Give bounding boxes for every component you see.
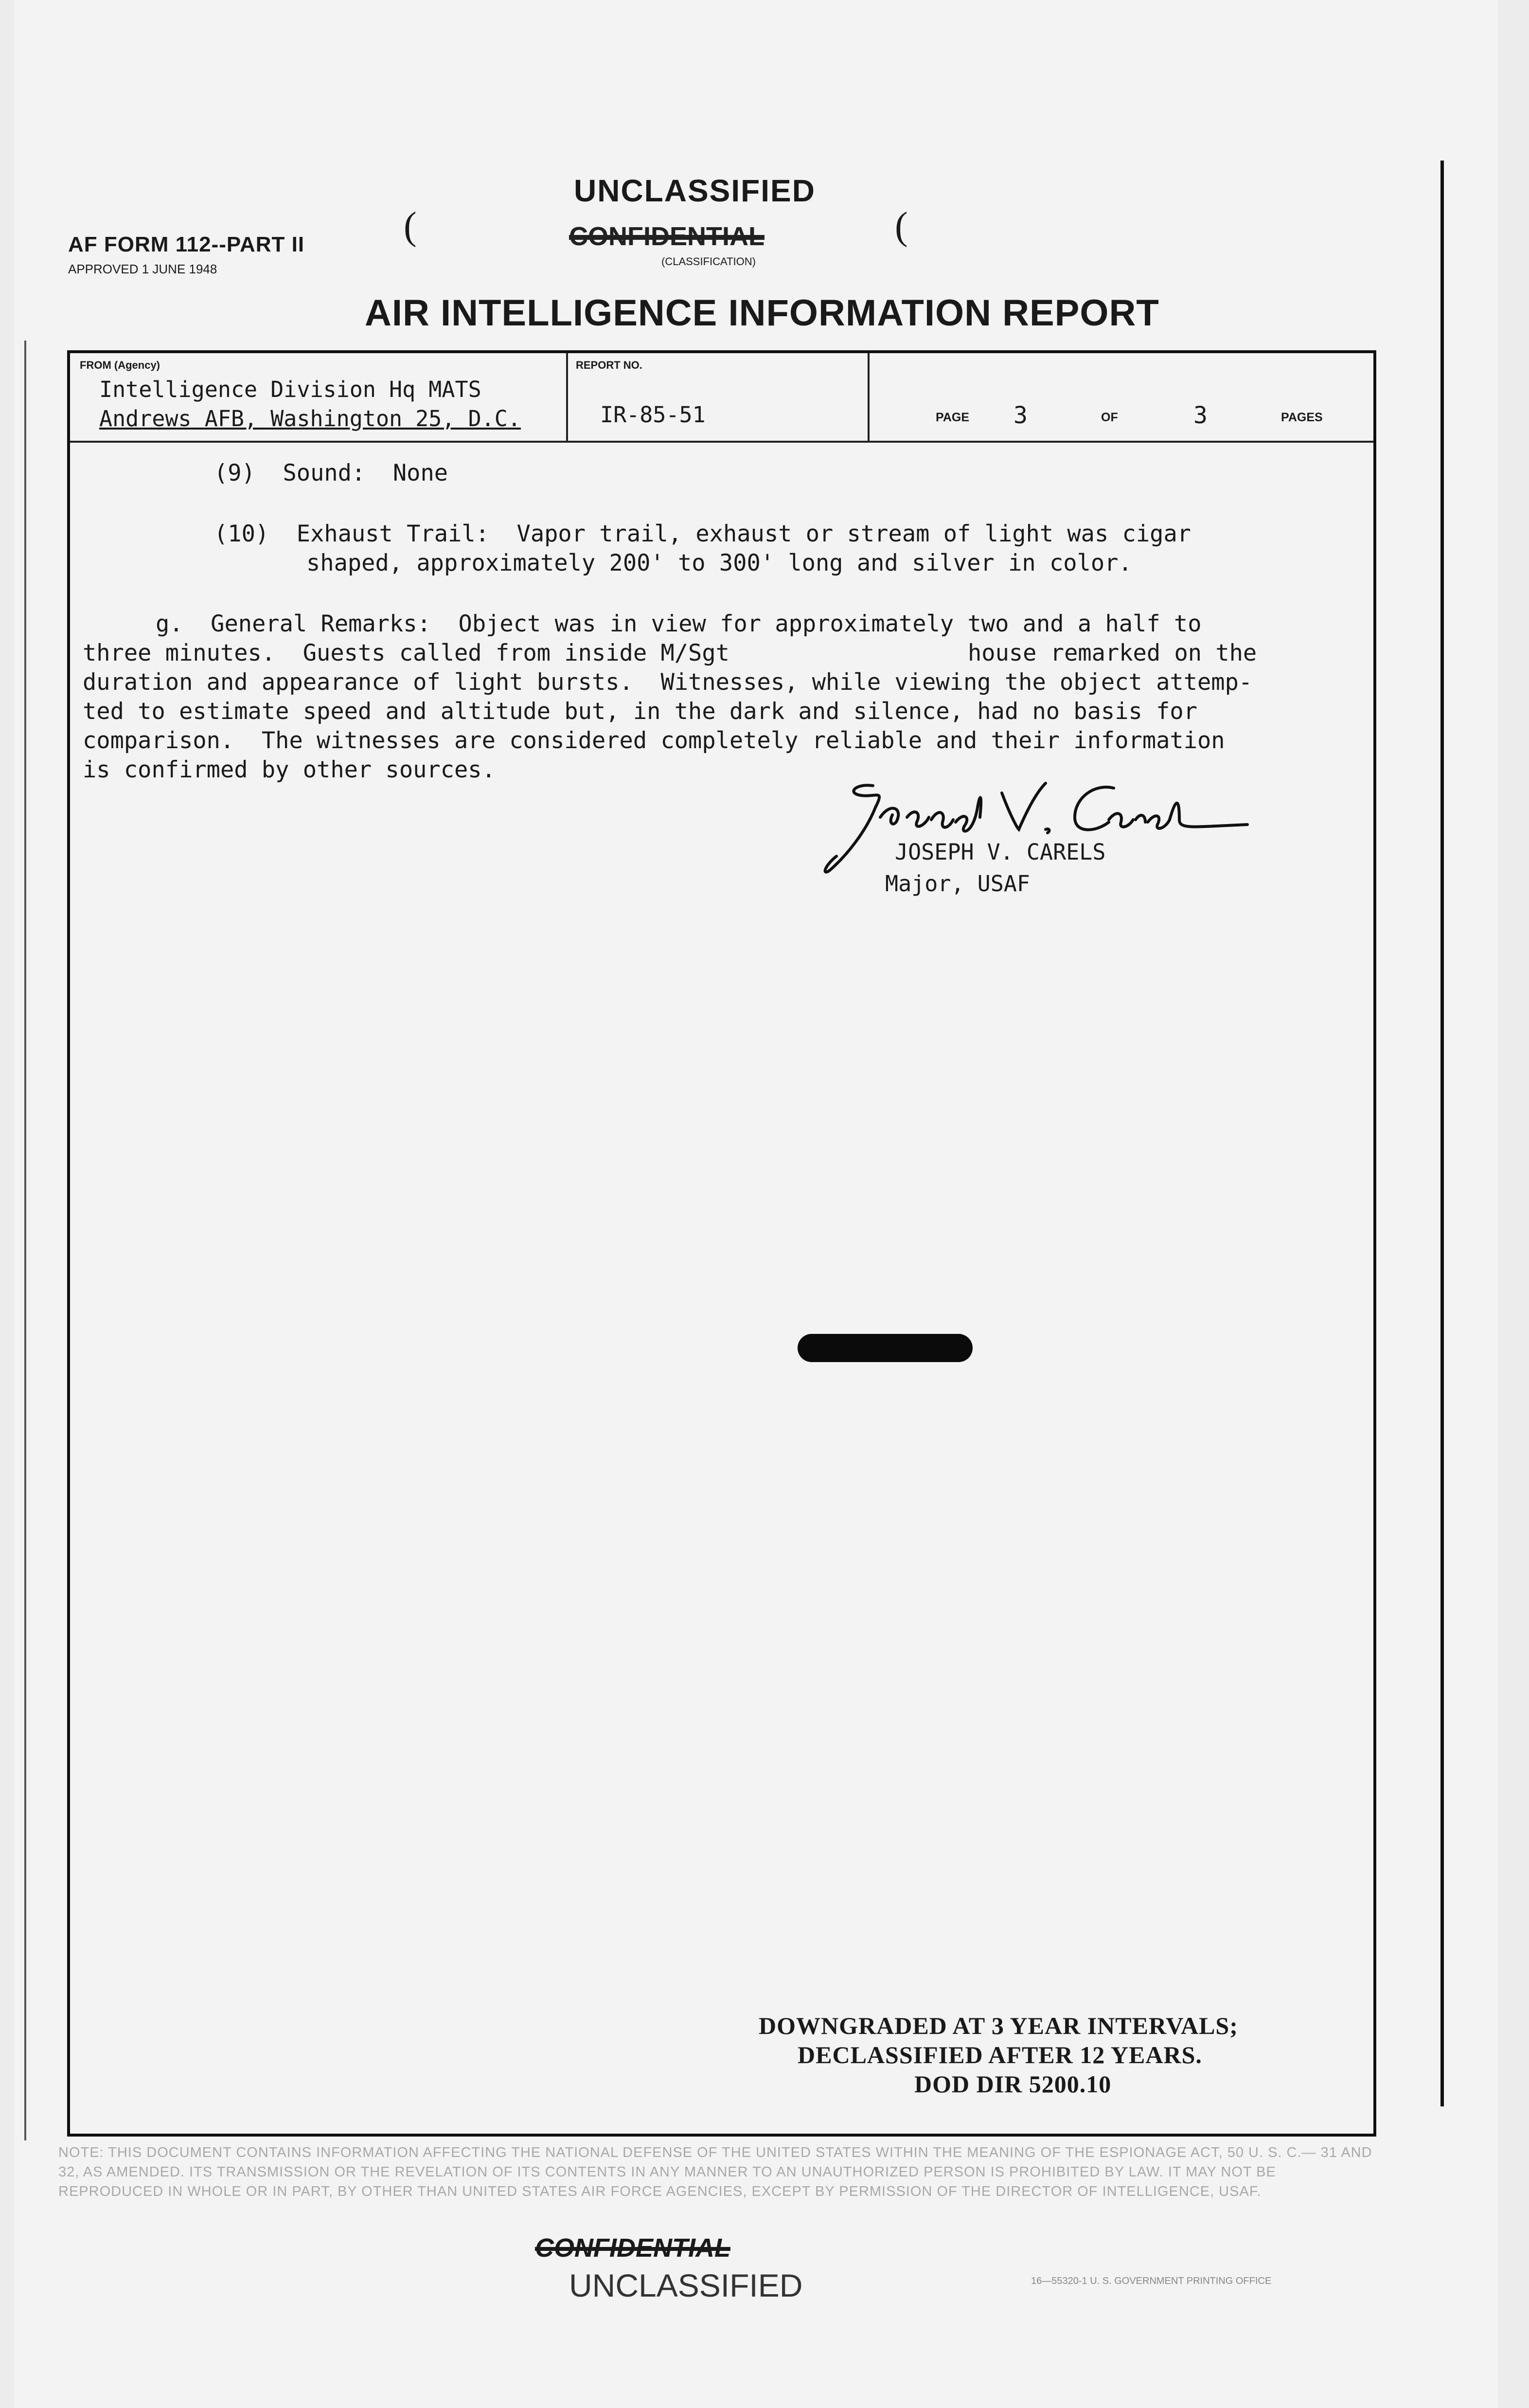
header-divider-2 [868,353,870,441]
left-margin-rule [24,341,26,2140]
remarks-line-4: ted to estimate speed and altitude but, in the dark and silence, had no basis for [83,698,1198,725]
right-paren-mark: ( [895,205,908,248]
header-row [70,353,1373,443]
form-number: AF FORM 112--PART II [68,233,305,256]
redaction-block [798,1334,973,1362]
downgrade-line-3: DOD DIR 5200.10 [914,2070,1112,2098]
handwritten-signature [817,773,1255,890]
page-number: 3 [1013,402,1028,429]
right-margin-rule [1440,161,1444,2106]
report-title: AIR INTELLIGENCE INFORMATION REPORT [365,292,1159,334]
document-page [15,0,1498,2408]
total-pages: 3 [1193,402,1208,429]
downgrade-line-2: DECLASSIFIED AFTER 12 YEARS. [798,2041,1202,2068]
pages-label: PAGES [1281,411,1323,424]
remarks-line-3: duration and appearance of light bursts. Witnesses, while viewing the object attemp- [83,669,1253,696]
report-number: IR-85-51 [600,402,706,428]
header-divider-1 [566,353,568,441]
signer-rank: Major, USAF [885,871,1031,897]
classification-struck-top: CONFIDENTIAL [569,222,764,251]
item-10-line-2: shaped, approximately 200' to 300' long and silver in color. [306,550,1132,576]
remarks-line-6: is confirmed by other sources. [83,756,496,783]
form-approved-date: APPROVED 1 JUNE 1948 [68,262,217,276]
classification-struck-bottom: CONFIDENTIAL [535,2233,730,2263]
of-label: OF [1101,411,1118,424]
from-label: FROM (Agency) [80,359,160,371]
signer-name: JOSEPH V. CARELS [895,839,1106,865]
left-paren-mark: ( [404,205,417,248]
classification-stamp-top: UNCLASSIFIED [574,173,816,208]
remarks-line-2a: three minutes. Guests called from inside M/Sgt [83,640,729,666]
remarks-line-2b: house remarked on the [968,640,1257,666]
item-9-sound: (9) Sound: None [214,460,448,486]
downgrade-line-1: DOWNGRADED AT 3 YEAR INTERVALS; [759,2012,1238,2039]
classification-caption: (CLASSIFICATION) [661,255,756,268]
remarks-line-5: comparison. The witnesses are considered completely reliable and their information [83,727,1225,754]
item-10-line-1: (10) Exhaust Trail: Vapor trail, exhaust or stream of light was cigar [214,521,1191,547]
from-agency-line2: Andrews AFB, Washington 25, D.C. [99,406,521,431]
espionage-act-notice: NOTE: THIS DOCUMENT CONTAINS INFORMATION AFFECTING THE NATIONAL DEFENSE OF THE UNITED STATES WITHIN THE MEANING OF THE ESPIONAGE ACT, 50 U. S. C.— 31 AND 32, AS AMENDED. ITS TRANSMISSION OR THE REVELATION OF ITS CONTENTS IN ANY MANNER TO AN UNAUTHORIZED PERSON IS PROHIBITED BY LAW. IT MAY NOT BE REPRODUCED IN WHOLE OR IN PART, BY OTHER THAN UNITED STATES AIR FORCE AGENCIES, EXCEPT BY PERMISSION OF THE DIRECTOR OF INTELLIGENCE, USAF. [58,2145,1372,2199]
report-no-label: REPORT NO. [576,359,642,371]
page-label: PAGE [936,411,969,424]
classification-stamp-bottom: UNCLASSIFIED [569,2267,803,2303]
from-agency-line1: Intelligence Division Hq MATS [99,377,481,402]
remarks-line-1: g. General Remarks: Object was in view for approximately two and a half to [156,611,1202,637]
printing-office-mark: 16—55320-1 U. S. GOVERNMENT PRINTING OFFICE [1031,2276,1272,2286]
